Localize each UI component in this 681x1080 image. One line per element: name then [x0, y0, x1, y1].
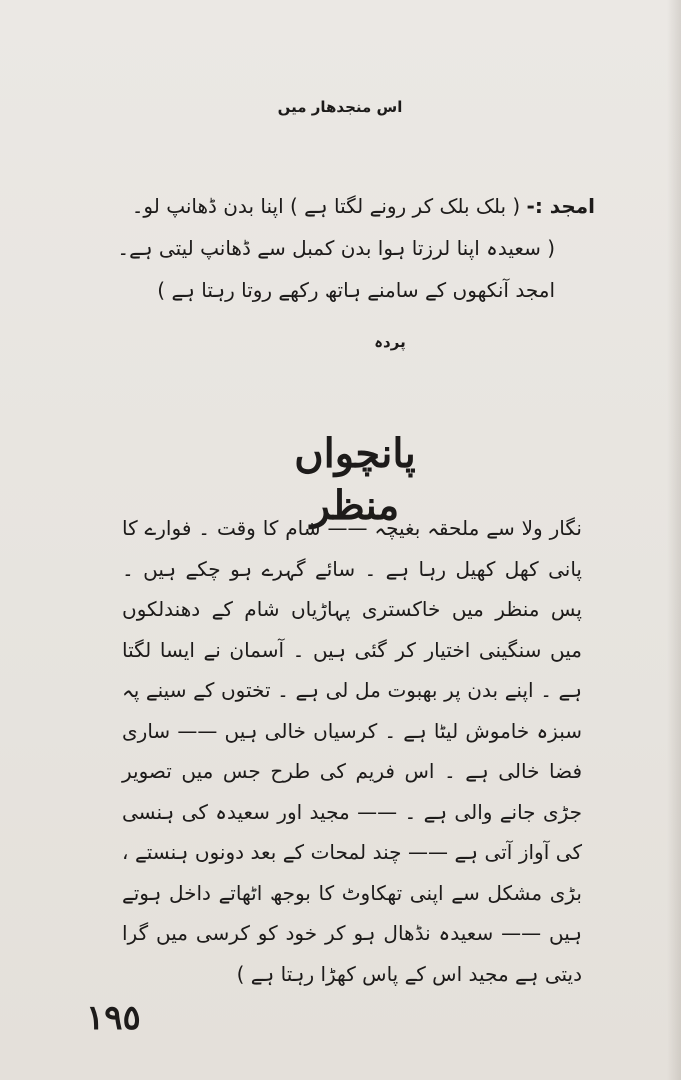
dialogue-text: ( بلک بلک کر رونے لگتا ہے ) اپنا بدن ڈھانپ لو۔ [131, 194, 521, 218]
scene-description [122, 508, 582, 994]
dialogue-line [90, 185, 595, 227]
scene-title: پانچواں منظر [294, 430, 416, 529]
previous-scene-ending [90, 185, 595, 311]
running-title: اس منجدھار میں [277, 98, 403, 116]
stage-direction: ( سعیدہ اپنا لرزتا ہوا بدن کمبل سے ڈھانپ لیتی ہے۔ امجد آنکھوں کے سامنے ہاتھ رکھے روتا رہتا ہے ) [117, 236, 555, 302]
scene-paragraph: نگار ولا سے ملحقہ بغیچہ —— شام کا وقت ۔ فوارے کا پانی کھل کھیل رہا ہے ۔ سائے گہرے ہو چکے ہیں ۔ پس منظر میں خاکستری پہاڑیاں شام کے دھندلکوں میں سنگینی اختیار کر گئی ہیں ۔ آسمان نے ایسا لگتا ہے ۔ اپنے بدن پر بھبوت مل لی ہے ۔ تختوں کے سینے پہ سبزہ خاموش لیٹا ہے ۔ کرسیاں خالی ہیں —— ساری فضا خالی ہے ۔ اس فریم کی طرح جس میں تصویر جڑی جانے والی ہے ۔ —— مجید اور سعیدہ کی ہنسی کی آواز آتی ہے —— چند لمحات کے بعد دونوں ہنستے ، بڑی مشکل سے اپنی تھکاوٹ کا بوجھ اٹھاتے داخل ہوتے ہیں —— سعیدہ نڈھال ہو کر خود کو کرسی میں گرا دیتی ہے مجید اس کے پاس کھڑا رہتا ہے ) [122, 516, 582, 986]
curtain-label: پردہ [374, 333, 406, 351]
page-number: ١٩٥ [86, 998, 141, 1038]
speaker-name: امجد :- [526, 194, 595, 218]
